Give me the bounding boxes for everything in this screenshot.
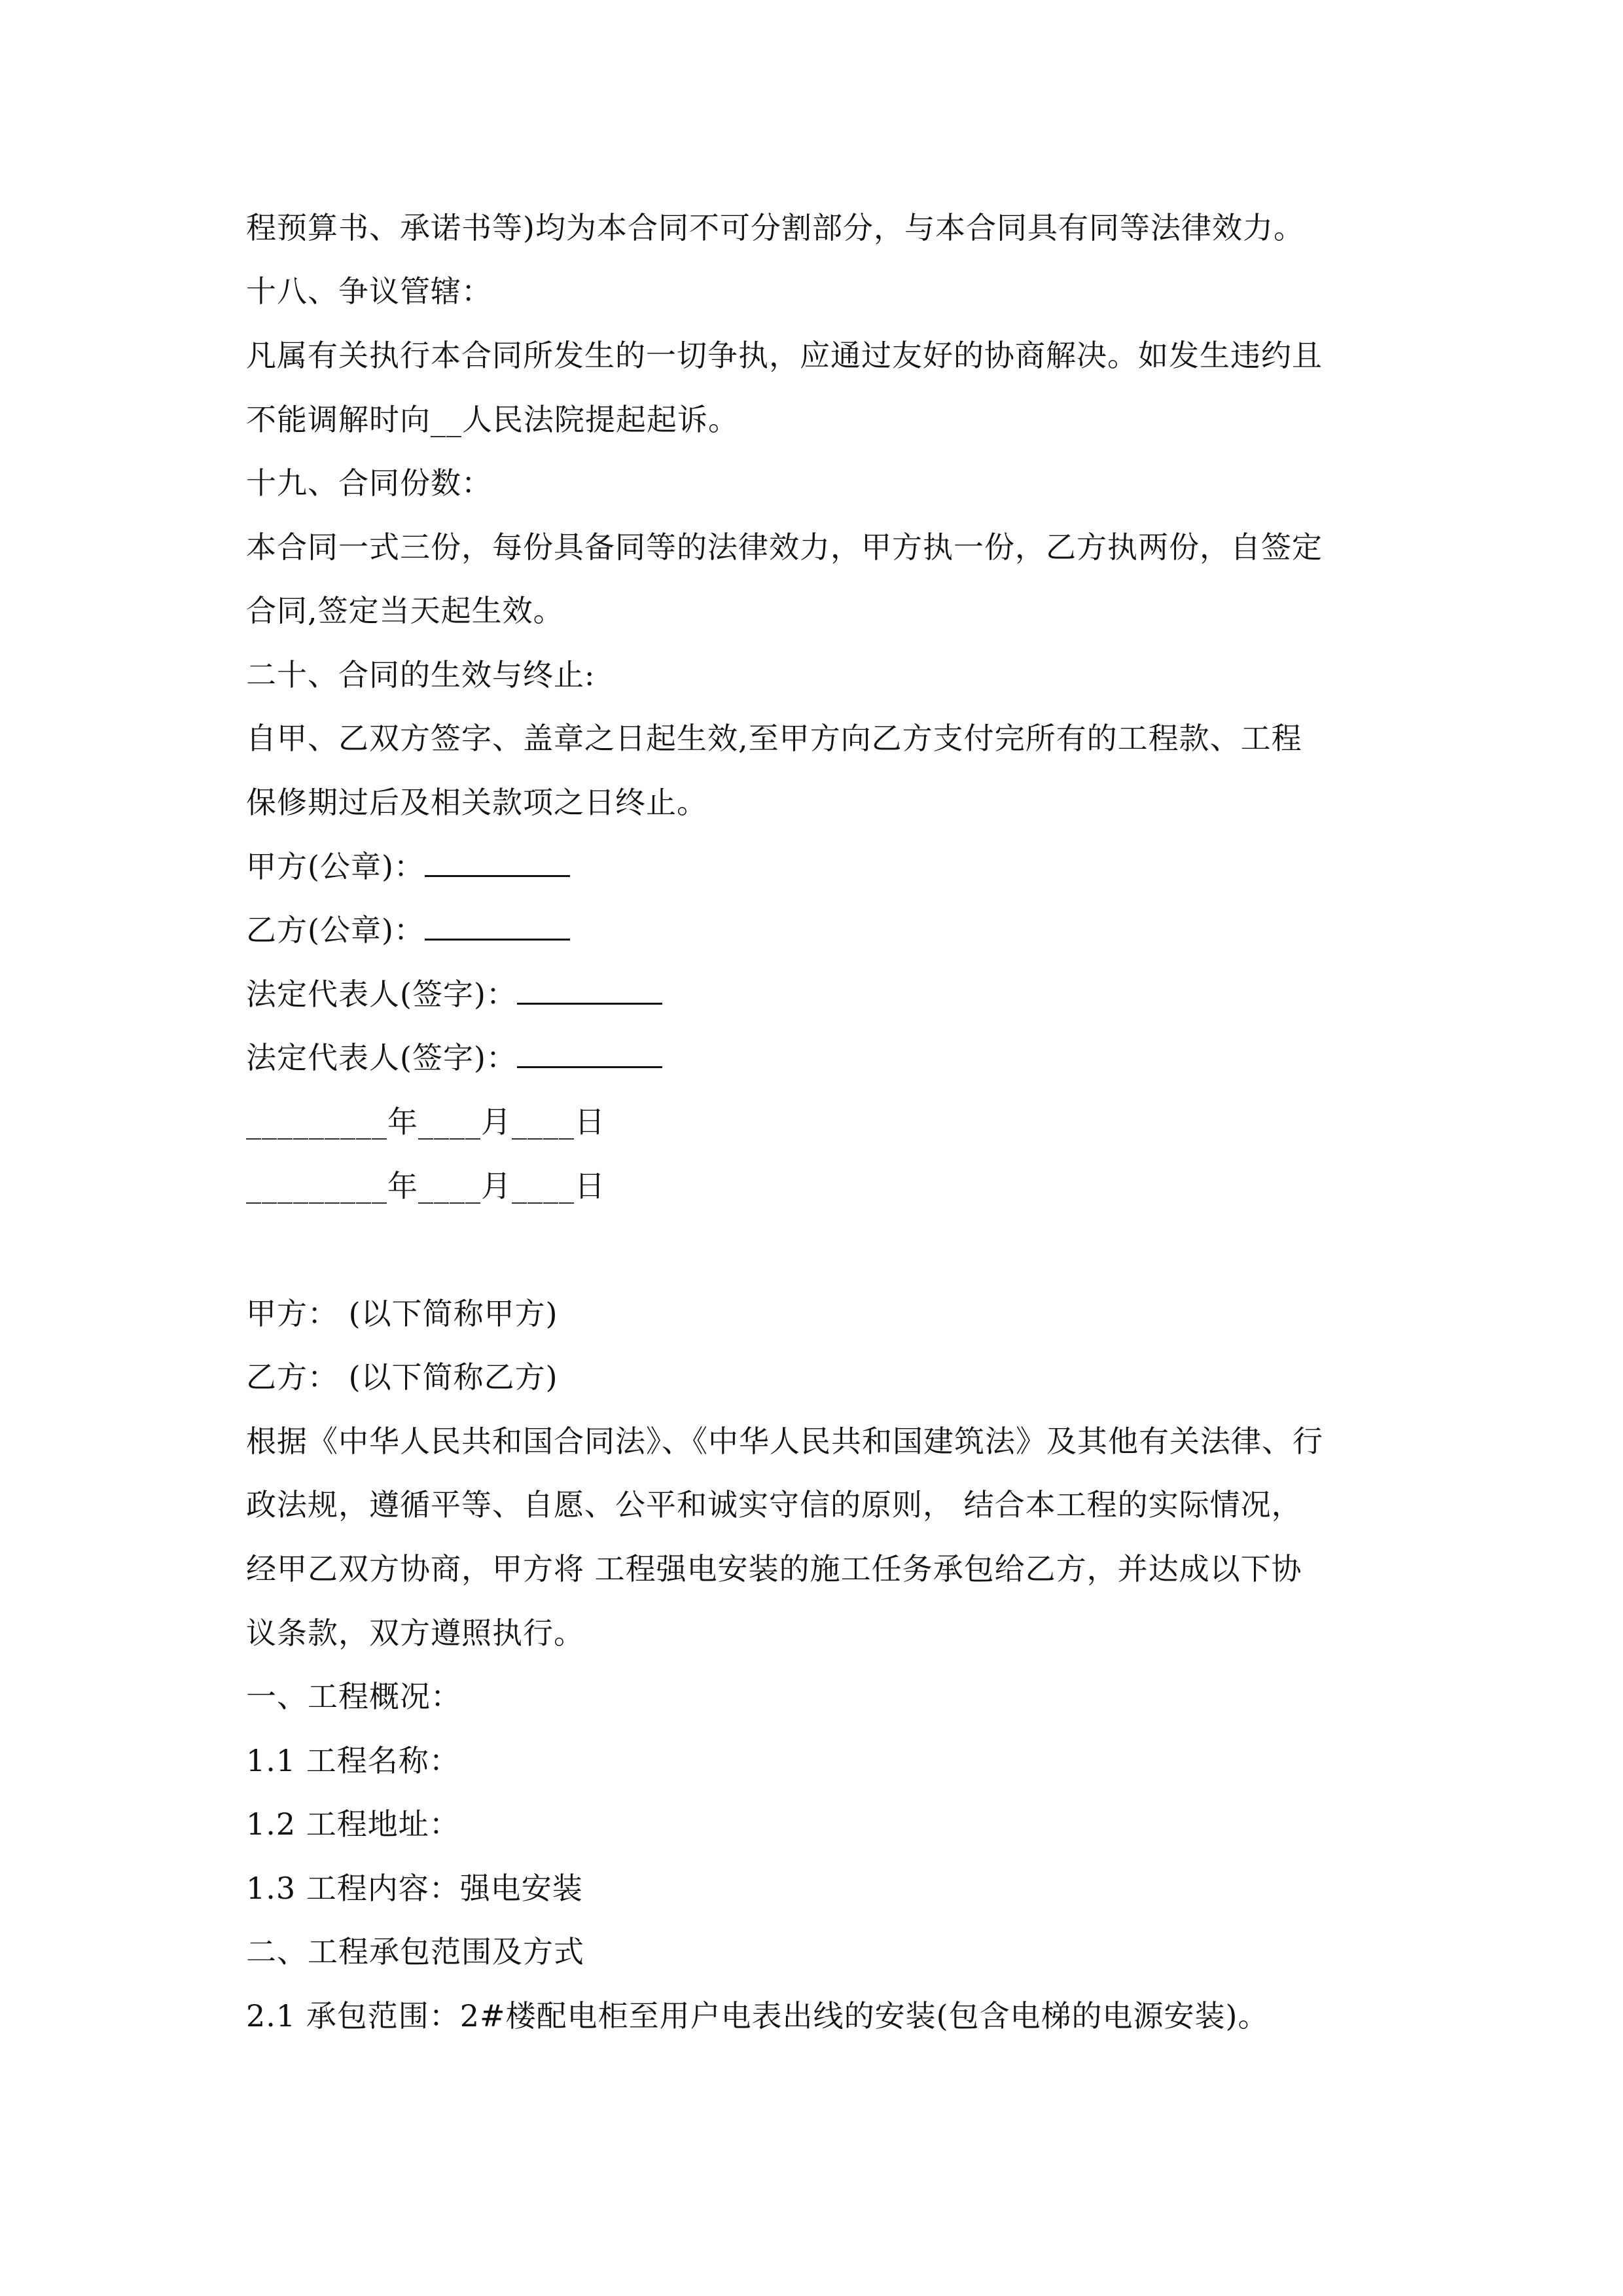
party-b-line: 乙方： (以下简称乙方) xyxy=(246,1359,558,1395)
legal-rep-blank xyxy=(517,1040,662,1068)
section-heading: 十八、争议管辖： xyxy=(246,274,492,309)
party-b-seal-label: 乙方(公章)： xyxy=(246,912,425,948)
paragraph-line: 本合同一式三份，每份具备同等的法律效力，甲方执一份，乙方执两份，自签定 xyxy=(246,529,1323,565)
paragraph-line: 保修期过后及相关款项之日终止。 xyxy=(246,785,707,820)
paragraph-line: 经甲乙双方协商，甲方将 工程强电安装的施工任务承包给乙方，并达成以下协 xyxy=(246,1551,1302,1587)
legal-rep-label: 法定代表人(签字)： xyxy=(246,1040,517,1075)
date-line-2: _________年____月____日 xyxy=(246,1168,605,1204)
paragraph-line: 议条款，双方遵照执行。 xyxy=(246,1615,584,1651)
paragraph-line: 合同,签定当天起生效。 xyxy=(246,593,564,628)
party-a-seal-label: 甲方(公章)： xyxy=(246,849,425,884)
party-b-seal-line xyxy=(246,910,570,950)
section-heading: 一、工程概况： xyxy=(246,1679,461,1714)
list-item: 1.2 工程地址： xyxy=(246,1806,460,1842)
paragraph-line: 政法规，遵循平等、自愿、公平和诚实守信的原则， 结合本工程的实际情况， xyxy=(246,1487,1302,1522)
section-heading: 二十、合同的生效与终止: xyxy=(246,657,596,692)
paragraph-line: 程预算书、承诺书等)均为本合同不可分割部分，与本合同具有同等法律效力。 xyxy=(246,210,1304,245)
legal-rep-blank xyxy=(517,977,662,1005)
legal-rep-line-2 xyxy=(246,1038,662,1077)
paragraph-line: 自甲、乙双方签字、盖章之日起生效,至甲方向乙方支付完所有的工程款、工程 xyxy=(246,721,1302,756)
paragraph-line: 凡属有关执行本合同所发生的一切争执，应通过友好的协商解决。如发生违约且 xyxy=(246,338,1323,373)
party-a-seal-line xyxy=(246,847,570,886)
legal-rep-label: 法定代表人(签字)： xyxy=(246,977,517,1012)
list-item: 1.3 工程内容：强电安装 xyxy=(246,1871,583,1906)
paragraph-line: 根据《中华人民共和国合同法》、《中华人民共和国建筑法》及其他有关法律、行 xyxy=(246,1424,1323,1459)
party-b-seal-blank xyxy=(425,912,570,941)
list-item: 2.1 承包范围：2#楼配电柜至用户电表出线的安装(包含电梯的电源安装)。 xyxy=(246,1998,1269,2034)
paragraph-line: 不能调解时向__人民法院提起起诉。 xyxy=(246,402,739,437)
party-a-seal-blank xyxy=(425,849,570,877)
legal-rep-line-1 xyxy=(246,975,662,1014)
date-line-1: _________年____月____日 xyxy=(246,1104,605,1139)
list-item: 1.1 工程名称： xyxy=(246,1743,460,1778)
section-heading: 二、工程承包范围及方式 xyxy=(246,1934,584,1969)
party-a-line: 甲方： (以下简称甲方) xyxy=(246,1296,558,1331)
section-heading: 十九、合同份数： xyxy=(246,465,492,501)
